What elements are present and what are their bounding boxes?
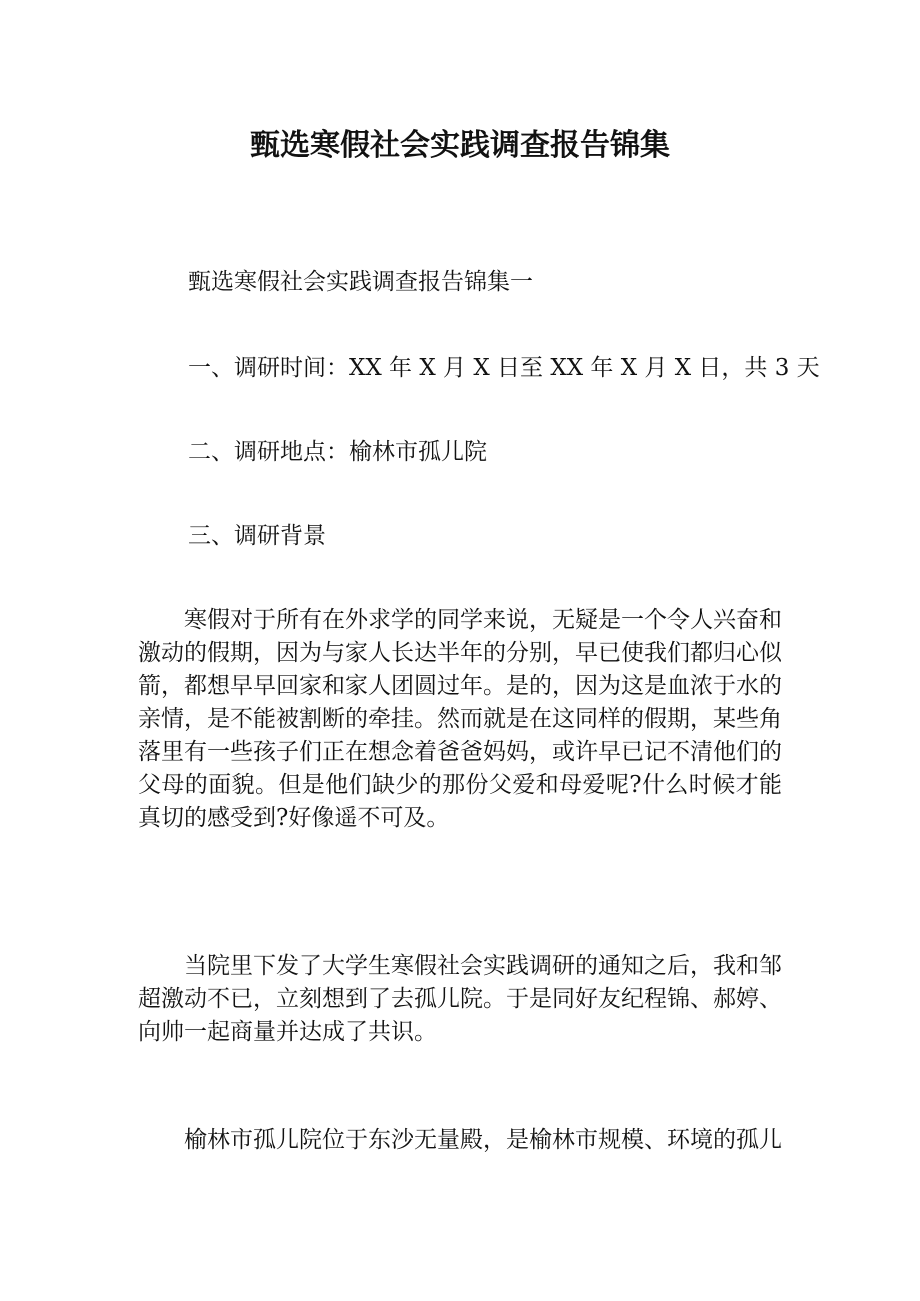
survey-time: 一、调研时间：XX 年 X 月 X 日至 XX 年 X 月 X 日，共 3 天 (188, 355, 820, 381)
paragraph-2: 当院里下发了大学生寒假社会实践调研的通知之后，我和邹超激动不已，立刻想到了去孤儿院。于是同好友纪程锦、郝婷、向帅一起商量并达成了共识。 (138, 953, 782, 1045)
section-heading: 甄选寒假社会实践调查报告锦集一 (188, 269, 533, 295)
survey-background-heading: 三、调研背景 (188, 523, 326, 549)
paragraph-1: 寒假对于所有在外求学的同学来说，无疑是一个令人兴奋和激动的假期，因为与家人长达半年的分别，早已使我们都归心似箭，都想早早回家和家人团圆过年。是的，因为这是血浓于水的亲情，是不能被割断的牵挂。然而就是在这同样的假期，某些角落里有一些孩子们正在想念着爸爸妈妈，或许早已记不清他们的父母的面貌。但是他们缺少的那份父爱和母爱呢?什么时候才能真切的感受到?好像遥不可及。 (138, 607, 782, 831)
survey-place: 二、调研地点：榆林市孤儿院 (188, 439, 487, 465)
paragraph-3: 榆林市孤儿院位于东沙无量殿，是榆林市规模、环境的孤儿 (184, 1127, 782, 1153)
document-title: 甄选寒假社会实践调查报告锦集 (250, 128, 670, 163)
